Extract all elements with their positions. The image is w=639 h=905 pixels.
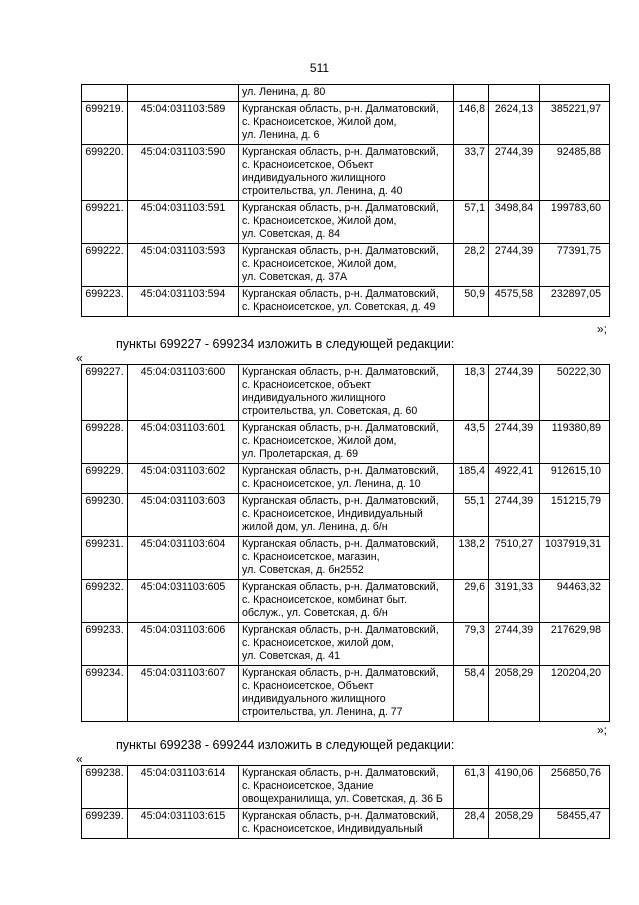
area-value: 55,1 [454,494,489,537]
unit-price: 2744,39 [489,494,540,537]
cadastral-value: 199783,60 [540,201,610,244]
area-value: 28,2 [454,244,489,287]
table-row [82,623,610,666]
cadastral-number: 45:04:031103:589 [128,102,239,145]
cadastral-number: 45:04:031103:614 [128,766,239,809]
cadastral-value: 912615,10 [540,464,610,494]
item-number: 699228. [82,421,128,464]
item-number: 699220. [82,145,128,201]
table-row [82,537,610,580]
open-quote-2: « [76,752,83,766]
table-row [82,145,610,201]
area-value: 50,9 [454,287,489,317]
property-address: Курганская область, р-н. Далматовский, с. Красноисетское, Индивидуальный [239,809,454,839]
table-row [82,365,610,421]
property-address: Курганская область, р-н. Далматовский, с. Красноисетское, Здание овощехранилища, ул. Советская, д. 36 Б [239,766,454,809]
property-address: Курганская область, р-н. Далматовский, с. Красноисетское, жилой дом, ул. Советская, д. 41 [239,623,454,666]
cadastral-number: 45:04:031103:605 [128,580,239,623]
unit-price: 3191,33 [489,580,540,623]
item-number: 699222. [82,244,128,287]
unit-price: 7510,27 [489,537,540,580]
area-value: 28,4 [454,809,489,839]
property-address: Курганская область, р-н. Далматовский, с. Красноисетское, магазин, ул. Советская, д. бн2552 [239,537,454,580]
cadastral-number: 45:04:031103:606 [128,623,239,666]
table-row [82,102,610,145]
property-address: Курганская область, р-н. Далматовский, с. Красноисетское, ул. Ленина, д. 10 [239,464,454,494]
cadastral-value: 92485,88 [540,145,610,201]
cadastral-value: 217629,98 [540,623,610,666]
unit-price: 2744,39 [489,421,540,464]
item-number: 699227. [82,365,128,421]
unit-price: 3498,84 [489,201,540,244]
table-row [82,201,610,244]
area-value: 58,4 [454,666,489,722]
close-quote-1: »; [597,322,608,336]
property-table-2 [81,364,610,722]
property-table-1 [81,84,610,317]
item-number: 699232. [82,580,128,623]
property-address: Курганская область, р-н. Далматовский, с. Красноисетское, Объект индивидуального жилищного строительства, ул. Ленина, д. 40 [239,145,454,201]
area-value: 79,3 [454,623,489,666]
area-value: 61,3 [454,766,489,809]
table-row [82,766,610,809]
cadastral-number: 45:04:031103:590 [128,145,239,201]
cadastral-number: 45:04:031103:604 [128,537,239,580]
amendment-instruction-1: пункты 699227 - 699234 изложить в следующей редакции: [116,337,455,351]
unit-price: 2744,39 [489,623,540,666]
cadastral-value: 1037919,31 [540,537,610,580]
unit-price: 2058,29 [489,666,540,722]
item-number: 699238. [82,766,128,809]
unit-price: 4190,06 [489,766,540,809]
unit-price [489,85,540,102]
item-number [82,85,128,102]
cadastral-value [540,85,610,102]
item-number: 699230. [82,494,128,537]
cadastral-value: 256850,76 [540,766,610,809]
area-value: 18,3 [454,365,489,421]
item-number: 699231. [82,537,128,580]
item-number: 699239. [82,809,128,839]
property-address: Курганская область, р-н. Далматовский, с. Красноисетское, Объект индивидуального жилищного строительства, ул. Ленина, д. 77 [239,666,454,722]
cadastral-value: 94463,32 [540,580,610,623]
area-value: 138,2 [454,537,489,580]
area-value: 29,6 [454,580,489,623]
property-address: ул. Ленина, д. 80 [239,85,454,102]
area-value: 57,1 [454,201,489,244]
cadastral-number: 45:04:031103:591 [128,201,239,244]
property-address: Курганская область, р-н. Далматовский, с. Красноисетское, Жилой дом, ул. Советская, д. 84 [239,201,454,244]
table-row [82,809,610,839]
unit-price: 2744,39 [489,244,540,287]
cadastral-value: 119380,89 [540,421,610,464]
item-number: 699233. [82,623,128,666]
item-number: 699229. [82,464,128,494]
cadastral-number: 45:04:031103:615 [128,809,239,839]
unit-price: 4922,41 [489,464,540,494]
cadastral-value: 120204,20 [540,666,610,722]
cadastral-value: 385221,97 [540,102,610,145]
unit-price: 4575,58 [489,287,540,317]
unit-price: 2744,39 [489,145,540,201]
area-value [454,85,489,102]
unit-price: 2058,29 [489,809,540,839]
table-row [82,666,610,722]
item-number: 699234. [82,666,128,722]
property-address: Курганская область, р-н. Далматовский, с. Красноисетское, Индивидуальный жилой дом, ул. Ленина, д. б/н [239,494,454,537]
area-value: 33,7 [454,145,489,201]
cadastral-number: 45:04:031103:603 [128,494,239,537]
cadastral-value: 232897,05 [540,287,610,317]
cadastral-number [128,85,239,102]
property-table-3 [81,765,610,839]
cadastral-value: 151215,79 [540,494,610,537]
cadastral-value: 58455,47 [540,809,610,839]
cadastral-number: 45:04:031103:607 [128,666,239,722]
unit-price: 2624,13 [489,102,540,145]
page-number: 511 [309,61,330,75]
table-row [82,244,610,287]
area-value: 43,5 [454,421,489,464]
property-address: Курганская область, р-н. Далматовский, с. Красноисетское, Жилой дом, ул. Пролетарская, д. 69 [239,421,454,464]
cadastral-number: 45:04:031103:602 [128,464,239,494]
unit-price: 2744,39 [489,365,540,421]
property-address: Курганская область, р-н. Далматовский, с. Красноисетское, ул. Советская, д. 49 [239,287,454,317]
table-row [82,464,610,494]
table-row [82,580,610,623]
area-value: 146,8 [454,102,489,145]
open-quote-1: « [76,351,83,365]
amendment-instruction-2: пункты 699238 - 699244 изложить в следующей редакции: [116,738,455,752]
table-row [82,287,610,317]
close-quote-2: »; [597,723,608,737]
item-number: 699219. [82,102,128,145]
table-row [82,421,610,464]
cadastral-value: 50222,30 [540,365,610,421]
cadastral-value: 77391,75 [540,244,610,287]
property-address: Курганская область, р-н. Далматовский, с. Красноисетское, Жилой дом, ул. Ленина, д. 6 [239,102,454,145]
property-address: Курганская область, р-н. Далматовский, с. Красноисетское, комбинат быт. обслуж., ул. Советская, д. б/н [239,580,454,623]
cadastral-number: 45:04:031103:594 [128,287,239,317]
property-address: Курганская область, р-н. Далматовский, с. Красноисетское, Жилой дом, ул. Советская, д. 37А [239,244,454,287]
table-row [82,494,610,537]
item-number: 699223. [82,287,128,317]
item-number: 699221. [82,201,128,244]
cadastral-number: 45:04:031103:601 [128,421,239,464]
cadastral-number: 45:04:031103:593 [128,244,239,287]
property-address: Курганская область, р-н. Далматовский, с. Красноисетское, объект индивидуального жилищного строительства, ул. Советская, д. 60 [239,365,454,421]
cadastral-number: 45:04:031103:600 [128,365,239,421]
table-row [82,85,610,102]
area-value: 185,4 [454,464,489,494]
